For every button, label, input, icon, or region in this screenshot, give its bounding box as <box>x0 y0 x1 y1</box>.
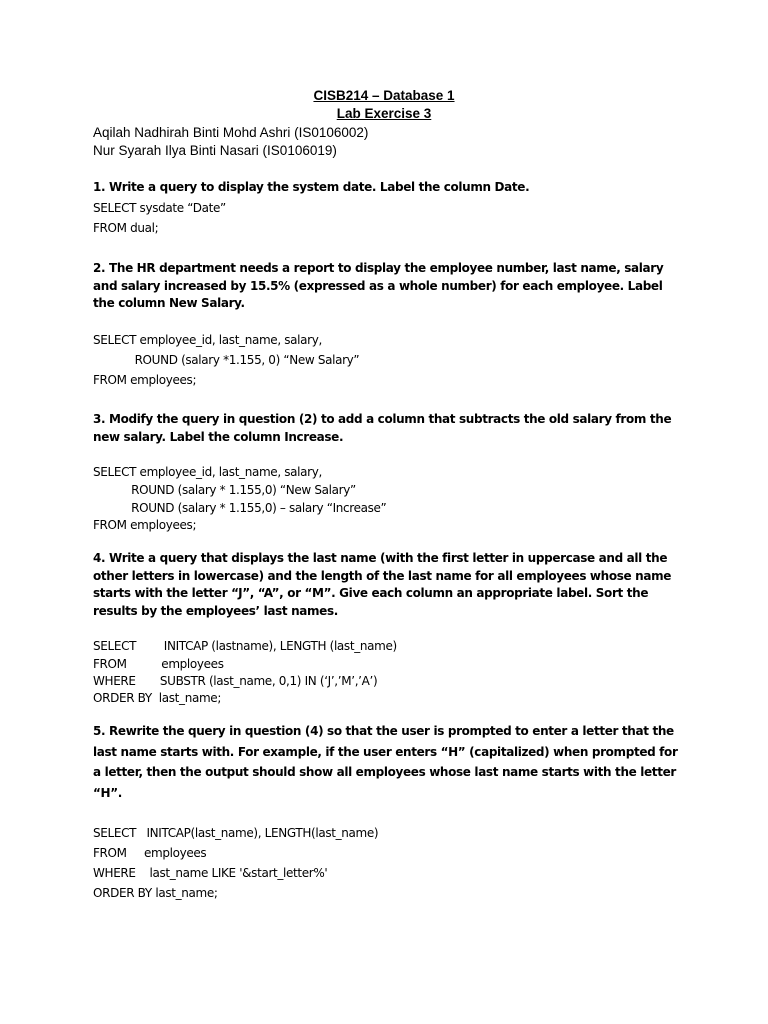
code-line: SELECT employee_id, last_name, salary, <box>93 465 322 479</box>
lab-title: Lab Exercise 3 <box>336 106 432 121</box>
author-line: Nur Syarah Ilya Binti Nasari (IS0106019) <box>93 143 337 158</box>
code-line: SELECT INITCAP(last_name), LENGTH(last_name) <box>93 826 379 840</box>
code-line: FROM employees; <box>93 518 197 532</box>
code-line: ROUND (salary *1.155, 0) “New Salary” <box>93 353 360 367</box>
code-line: ROUND (salary * 1.155,0) “New Salary” <box>93 483 356 497</box>
question-1: 1. Write a query to display the system date. Label the column Date. <box>93 180 530 194</box>
code-line: FROM employees; <box>93 373 197 387</box>
code-line: ORDER BY last_name; <box>93 691 222 705</box>
author-line: Aqilah Nadhirah Binti Mohd Ashri (IS0106002) <box>93 125 369 140</box>
code-line: SELECT INITCAP (lastname), LENGTH (last_name) <box>93 639 397 653</box>
code-line: WHERE last_name LIKE '&start_letter%' <box>93 866 328 880</box>
course-title: CISB214 – Database 1 <box>313 88 455 103</box>
question-2: 2. The HR department needs a report to display the employee number, last name, salary and salary increased by 15.5% (expressed as a whole number) for each employee. Label the column New Salary. <box>93 261 664 310</box>
code-line: WHERE SUBSTR (last_name, 0,1) IN (‘J’,’M’,’A’) <box>93 674 378 688</box>
code-line: ORDER BY last_name; <box>93 886 218 900</box>
code-line: FROM dual; <box>93 221 159 235</box>
question-5: 5. Rewrite the query in question (4) so that the user is prompted to enter a letter that the last name starts with. For example, if the user enters “H” (capitalized) when prompted for a letter, then the output should show all employees whose last name starts with the letter “H”. <box>93 724 678 800</box>
question-3: 3. Modify the query in question (2) to add a column that subtracts the old salary from the new salary. Label the column Increase. <box>93 412 672 444</box>
code-line: SELECT employee_id, last_name, salary, <box>93 333 322 347</box>
code-line: FROM employees <box>93 657 224 671</box>
question-4: 4. Write a query that displays the last name (with the first letter in uppercase and all the other letters in lowercase) and the length of the last name for all employees whose name starts with the letter “J”, “A”, or “M”. Give each column an appropriate label. Sort the results by the employees’ last names. <box>93 551 672 618</box>
code-line: FROM employees <box>93 846 207 860</box>
code-line: SELECT sysdate “Date” <box>93 201 226 215</box>
code-line: ROUND (salary * 1.155,0) – salary “Increase” <box>93 501 387 515</box>
